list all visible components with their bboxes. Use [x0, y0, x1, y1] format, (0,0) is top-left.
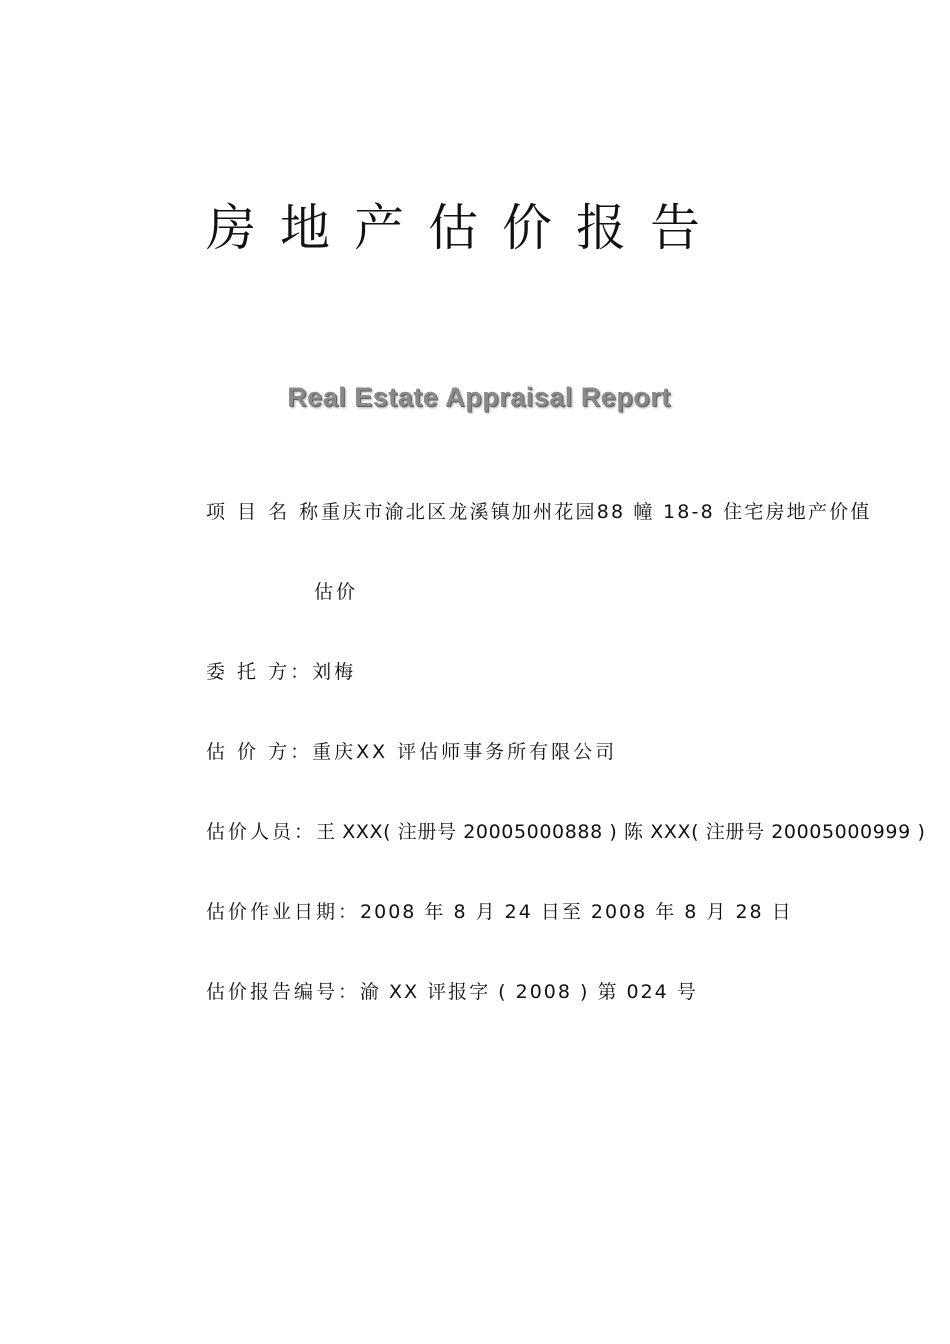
- report-subtitle: Real Estate Appraisal Report: [287, 382, 671, 412]
- project-name-row: [206, 500, 872, 524]
- report-title: 房地产估价报告: [206, 199, 724, 257]
- report-number-value: 渝 XX 评报字 ( 2008 ) 第 024 号: [360, 981, 698, 1003]
- project-name-label: 项 目 名 称: [206, 501, 322, 523]
- project-name-continuation: 估价: [314, 581, 359, 603]
- appraiser-row: [206, 740, 617, 764]
- date-row: [206, 900, 793, 924]
- date-value: 2008 年 8 月 24 日至 2008 年 8 月 28 日: [360, 901, 793, 923]
- client-row: [206, 660, 356, 684]
- report-number-row: [206, 980, 698, 1004]
- project-name-value: 重庆市渝北区龙溪镇加州花园88 幢 18-8 住宅房地产价值: [321, 501, 872, 523]
- staff-label: 估价人员：: [206, 821, 317, 843]
- appraiser-label: 估 价 方：: [206, 741, 313, 763]
- client-value: 刘梅: [312, 661, 357, 683]
- report-number-label: 估价报告编号：: [206, 981, 361, 1003]
- date-label: 估价作业日期：: [206, 901, 361, 923]
- staff-value: 王 XXX( 注册号 20005000888 ) 陈 XXX( 注册号 20005000999 ): [316, 821, 926, 843]
- appraiser-value: 重庆XX 评估师事务所有限公司: [312, 741, 618, 763]
- client-label: 委 托 方：: [206, 661, 313, 683]
- staff-row: [206, 820, 925, 844]
